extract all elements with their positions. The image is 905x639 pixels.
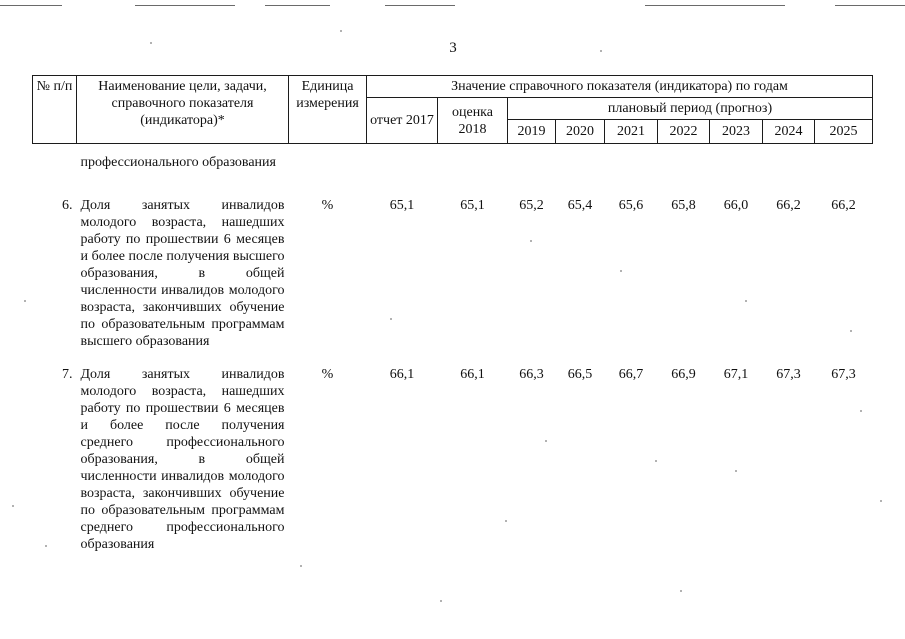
scan-speck [860, 410, 862, 412]
table-row [33, 366, 873, 553]
scan-edge-line [0, 5, 62, 6]
row-number: 7. [62, 367, 73, 382]
header-year: 2021 [605, 120, 658, 144]
header-values-group: Значение справочного показателя (индикатора) по годам [367, 76, 873, 98]
scan-speck [880, 500, 882, 502]
value-cell: 66,1 [389, 367, 415, 382]
value-cell: 66,7 [618, 367, 644, 382]
value-cell: 65,1 [389, 198, 415, 213]
scan-edge-line [385, 5, 455, 6]
scan-speck [620, 270, 622, 272]
value-cell: 66,2 [776, 198, 801, 213]
scan-edge-line [265, 5, 330, 6]
value-cell: 67,3 [776, 367, 801, 382]
header-name: Наименование цели, задачи, справочного показателя (индикатора)* [77, 76, 289, 144]
header-year: 2024 [763, 120, 815, 144]
value-cell: 66,5 [567, 367, 593, 382]
scan-speck [390, 318, 392, 320]
header-estimate: оценка 2018 [438, 98, 508, 144]
scan-edge-line [135, 5, 235, 6]
header-num: № п/п [33, 76, 77, 144]
scan-speck [24, 300, 26, 302]
scan-speck [440, 600, 442, 602]
header-row [33, 76, 873, 98]
indicator-name: Доля занятых инвалидов молодого возраста, нашедших работу по прошествии 6 месяцев и более после получения среднего профессионального образования, в общей численности инвалидов молодого возраста, закончивших обучение по образовательным программам среднего профессионального образования [80, 367, 285, 552]
header-year: 2019 [508, 120, 556, 144]
continued-text: профессионального образования [80, 155, 276, 170]
header-planned: плановый период (прогноз) [508, 98, 873, 120]
header-unit: Единица измерения [289, 76, 367, 144]
value-cell: 66,9 [671, 367, 696, 382]
value-cell: 66,1 [460, 367, 485, 382]
indicator-table [32, 75, 873, 553]
scan-speck [850, 330, 852, 332]
scan-speck [545, 440, 547, 442]
scan-speck [150, 42, 152, 44]
value-cell: 65,4 [567, 198, 593, 213]
header-year: 2022 [658, 120, 710, 144]
value-cell: 66,2 [831, 198, 856, 213]
scan-speck [530, 240, 532, 242]
scan-speck [680, 590, 682, 592]
continued-row [33, 144, 873, 198]
scan-edge-line [835, 5, 905, 6]
value-cell: 66,0 [723, 198, 749, 213]
scan-speck [745, 300, 747, 302]
scan-speck [340, 30, 342, 32]
value-cell: 65,8 [671, 198, 696, 213]
scan-speck [735, 470, 737, 472]
scan-edge-line [645, 5, 785, 6]
row-number: 6. [62, 198, 73, 213]
scan-speck [655, 460, 657, 462]
scan-speck [12, 505, 14, 507]
value-cell: 65,1 [460, 198, 485, 213]
value-cell: 67,3 [831, 367, 856, 382]
indicator-unit: % [321, 198, 334, 213]
header-report: отчет 2017 [367, 98, 438, 144]
indicator-name: Доля занятых инвалидов молодого возраста, нашедших работу по прошествии 6 месяцев и более после получения высшего образования, в общей численности инвалидов молодого возраста, закончивших обучение по образовательным программам высшего образования [80, 198, 285, 349]
header-year: 2020 [556, 120, 605, 144]
page-number: 3 [449, 40, 457, 56]
value-cell: 66,3 [519, 367, 544, 382]
scan-speck [45, 545, 47, 547]
scan-speck [505, 520, 507, 522]
header-year: 2025 [815, 120, 873, 144]
indicator-unit: % [321, 367, 334, 382]
table-row [33, 197, 873, 366]
scan-speck [600, 50, 602, 52]
value-cell: 67,1 [723, 367, 749, 382]
value-cell: 65,2 [519, 198, 544, 213]
scan-speck [300, 565, 302, 567]
header-year: 2023 [710, 120, 763, 144]
value-cell: 65,6 [618, 198, 644, 213]
